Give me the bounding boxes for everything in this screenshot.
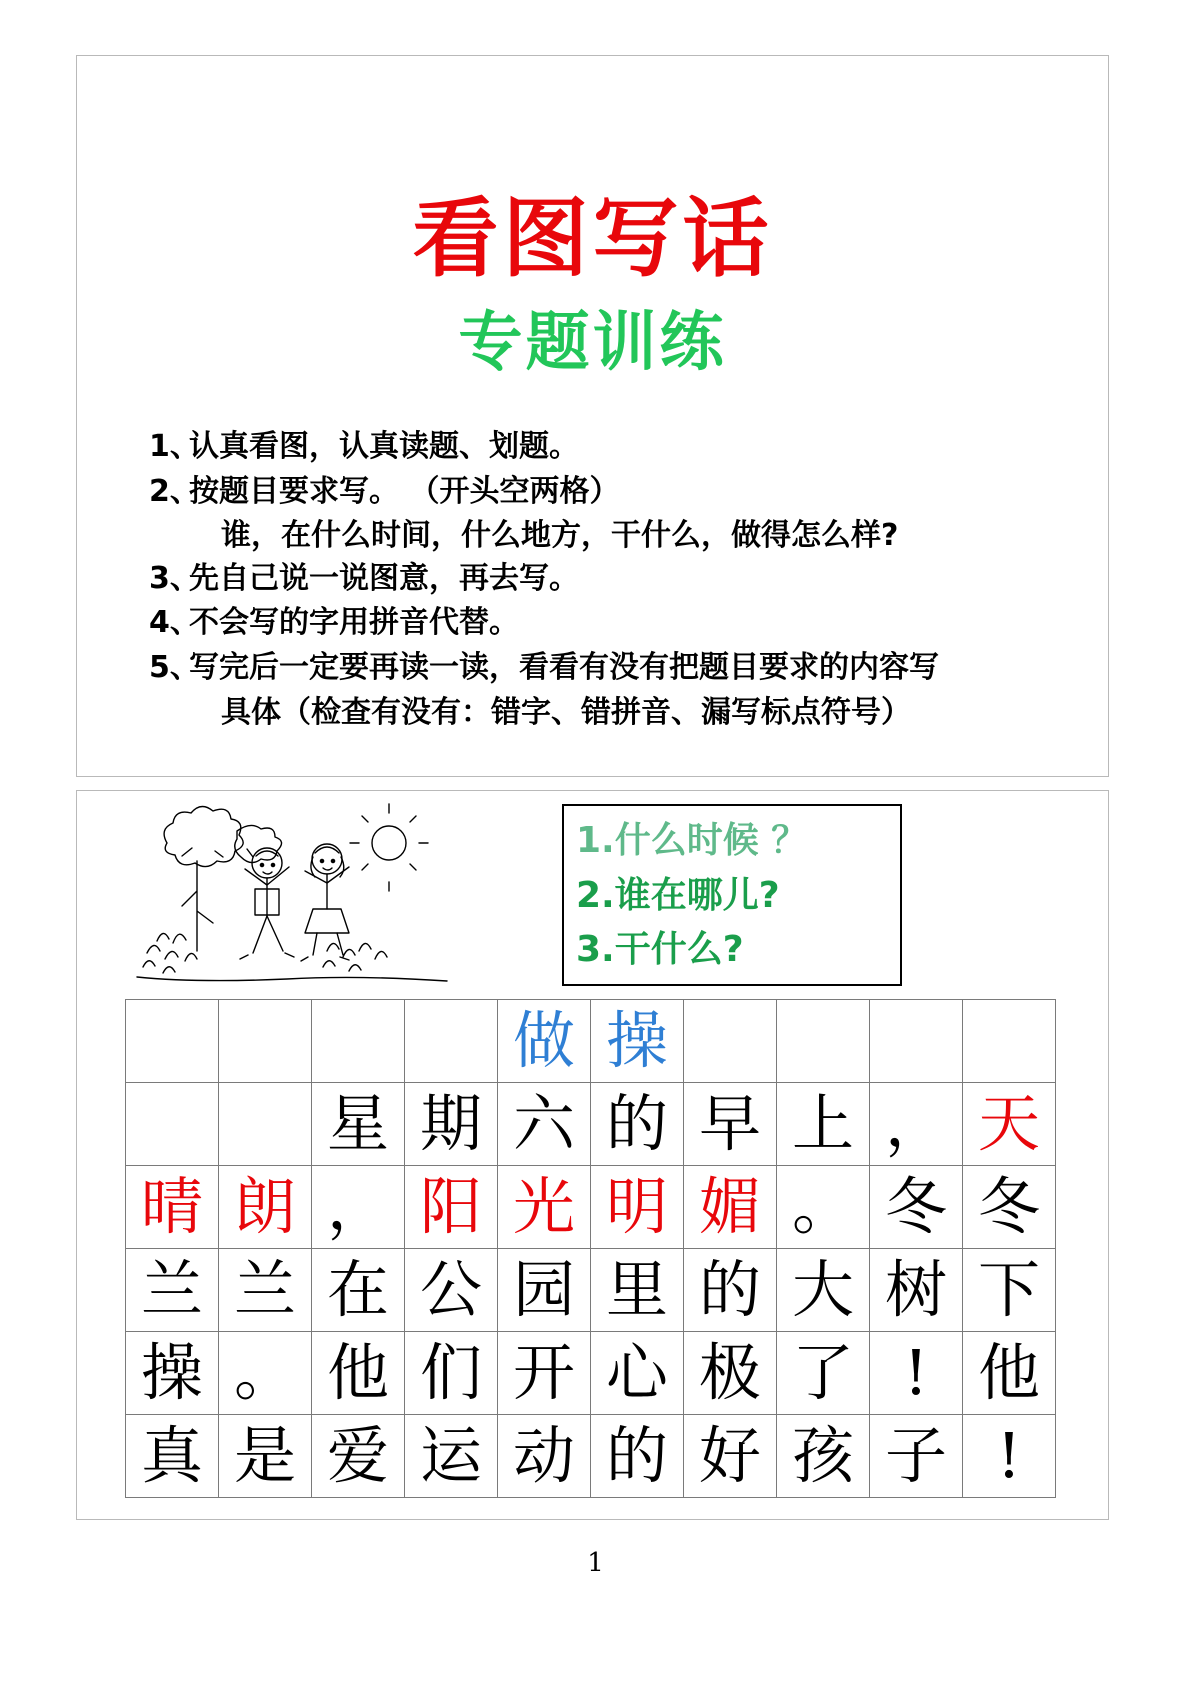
grid-cell-filled[interactable]: 了 xyxy=(777,1332,870,1415)
rule-number: 1、 xyxy=(149,429,200,464)
grid-cell-empty[interactable] xyxy=(312,1000,405,1083)
grid-cell-filled[interactable]: 冬 xyxy=(963,1166,1056,1249)
question-box xyxy=(562,804,902,986)
grid-cell-filled[interactable]: 孩 xyxy=(777,1415,870,1498)
grid-cell-empty[interactable] xyxy=(405,1000,498,1083)
question-text-3: 干什么? xyxy=(614,929,744,971)
page-number: 1 xyxy=(587,1548,604,1578)
grid-cell-filled[interactable]: 的 xyxy=(591,1415,684,1498)
grid-cell-filled[interactable]: 他 xyxy=(312,1332,405,1415)
question-item-3 xyxy=(576,923,900,978)
rule-item xyxy=(117,602,1078,645)
grid-cell-empty[interactable] xyxy=(777,1000,870,1083)
rules-list xyxy=(117,426,1078,734)
rule-item xyxy=(117,471,1078,514)
rule-item xyxy=(117,558,1078,601)
grid-row xyxy=(126,1332,1056,1415)
grid-cell-empty[interactable] xyxy=(126,1000,219,1083)
rule-item xyxy=(117,647,1078,690)
grid-cell-filled[interactable]: 上 xyxy=(777,1083,870,1166)
grid-cell-filled[interactable]: 是 xyxy=(219,1415,312,1498)
question-number-3: 3. xyxy=(576,929,615,971)
rule-number: 5、 xyxy=(149,649,200,685)
writing-grid xyxy=(125,999,1056,1498)
rule-text: 按题目要求写。 （开头空两格） xyxy=(189,473,620,509)
rule-text: 写完后一定要再读一读，看看有没有把题目要求的内容写 xyxy=(189,649,939,685)
page-title: 看图写话 xyxy=(412,189,773,289)
grid-cell-filled[interactable]: 子 xyxy=(870,1415,963,1498)
grid-cell-filled[interactable]: 他 xyxy=(963,1332,1056,1415)
grid-cell-filled[interactable]: 早 xyxy=(684,1083,777,1166)
grid-cell-filled[interactable]: 天 xyxy=(963,1083,1056,1166)
grid-cell-filled[interactable]: 树 xyxy=(870,1249,963,1332)
grid-cell-empty[interactable] xyxy=(219,1000,312,1083)
grid-cell-filled[interactable]: 大 xyxy=(777,1249,870,1332)
question-item-2 xyxy=(576,869,900,924)
grid-cell-filled[interactable]: ! xyxy=(870,1332,963,1415)
grid-cell-filled[interactable]: 里 xyxy=(591,1249,684,1332)
grid-cell-filled[interactable]: 好 xyxy=(684,1415,777,1498)
instructions-panel xyxy=(76,55,1109,777)
grid-cell-filled[interactable]: 们 xyxy=(405,1332,498,1415)
rule-item xyxy=(117,426,1078,469)
grid-cell-filled[interactable]: 六 xyxy=(498,1083,591,1166)
grid-cell-filled[interactable]: 开 xyxy=(498,1332,591,1415)
grid-cell-filled[interactable]: 操 xyxy=(126,1332,219,1415)
grid-cell-filled[interactable]: 阳 xyxy=(405,1166,498,1249)
question-item-1 xyxy=(576,814,900,869)
grid-cell-empty[interactable] xyxy=(870,1000,963,1083)
grid-cell-filled[interactable]: 公 xyxy=(405,1249,498,1332)
grid-cell-filled[interactable]: 操 xyxy=(591,1000,684,1083)
grid-cell-filled[interactable]: 极 xyxy=(684,1332,777,1415)
grid-cell-filled[interactable]: 光 xyxy=(498,1166,591,1249)
grid-cell-filled[interactable]: 。 xyxy=(219,1332,312,1415)
rule-number: 2、 xyxy=(149,473,200,509)
grid-cell-filled[interactable]: 兰 xyxy=(126,1249,219,1332)
grid-cell-empty[interactable] xyxy=(684,1000,777,1083)
grid-cell-filled[interactable]: 明 xyxy=(591,1166,684,1249)
grid-cell-filled[interactable]: 兰 xyxy=(219,1249,312,1332)
grid-cell-filled[interactable]: 。 xyxy=(777,1166,870,1249)
rule-number: 4、 xyxy=(149,605,200,641)
grid-cell-filled[interactable]: 运 xyxy=(405,1415,498,1498)
grid-row xyxy=(126,1415,1056,1498)
grid-cell-empty[interactable] xyxy=(126,1083,219,1166)
grid-cell-filled[interactable]: 的 xyxy=(684,1249,777,1332)
question-number-1: 1. xyxy=(576,820,615,861)
grid-cell-filled[interactable]: 的 xyxy=(591,1083,684,1166)
rule-text: 先自己说一说图意，再去写。 xyxy=(189,560,579,596)
grid-cell-filled[interactable]: 星 xyxy=(312,1083,405,1166)
grid-cell-filled[interactable]: 在 xyxy=(312,1249,405,1332)
question-number-2: 2. xyxy=(576,874,615,916)
rule-text: 不会写的字用拼音代替。 xyxy=(189,605,519,641)
grid-cell-filled[interactable]: 心 xyxy=(591,1332,684,1415)
grid-row xyxy=(126,1249,1056,1332)
grid-cell-filled[interactable]: 园 xyxy=(498,1249,591,1332)
grid-cell-empty[interactable] xyxy=(963,1000,1056,1083)
grid-cell-filled[interactable]: 媚 xyxy=(684,1166,777,1249)
rule-number: 3、 xyxy=(149,560,200,596)
exercise-panel xyxy=(76,790,1109,1520)
grid-cell-filled[interactable]: ! xyxy=(963,1415,1056,1498)
grid-row xyxy=(126,1000,1056,1083)
grid-cell-filled[interactable]: 动 xyxy=(498,1415,591,1498)
children-exercising-illustration xyxy=(127,801,457,1001)
grid-cell-filled[interactable]: ， xyxy=(312,1166,405,1249)
grid-cell-filled[interactable]: 做 xyxy=(498,1000,591,1083)
grid-cell-filled[interactable]: ， xyxy=(870,1083,963,1166)
grid-cell-filled[interactable]: 期 xyxy=(405,1083,498,1166)
grid-cell-filled[interactable]: 下 xyxy=(963,1249,1056,1332)
grid-cell-empty[interactable] xyxy=(219,1083,312,1166)
grid-row xyxy=(126,1083,1056,1166)
rule-text-continued: 具体（检查有没有：错字、错拼音、漏写标点符号） xyxy=(221,694,911,730)
grid-cell-filled[interactable]: 爱 xyxy=(312,1415,405,1498)
grid-cell-filled[interactable]: 晴 xyxy=(126,1166,219,1249)
question-text-2: 谁在哪儿? xyxy=(614,874,780,916)
question-text-1: 什么时候 ？ xyxy=(614,820,808,861)
grid-cell-filled[interactable]: 朗 xyxy=(219,1166,312,1249)
rule-text: 认真看图，认真读题、划题。 xyxy=(189,429,579,464)
grid-row xyxy=(126,1166,1056,1249)
grid-cell-filled[interactable]: 冬 xyxy=(870,1166,963,1249)
grid-cell-filled[interactable]: 真 xyxy=(126,1415,219,1498)
rule-text-continued: 谁，在什么时间，什么地方，干什么，做得怎么样? xyxy=(221,518,899,554)
page-subtitle: 专题训练 xyxy=(458,306,727,380)
